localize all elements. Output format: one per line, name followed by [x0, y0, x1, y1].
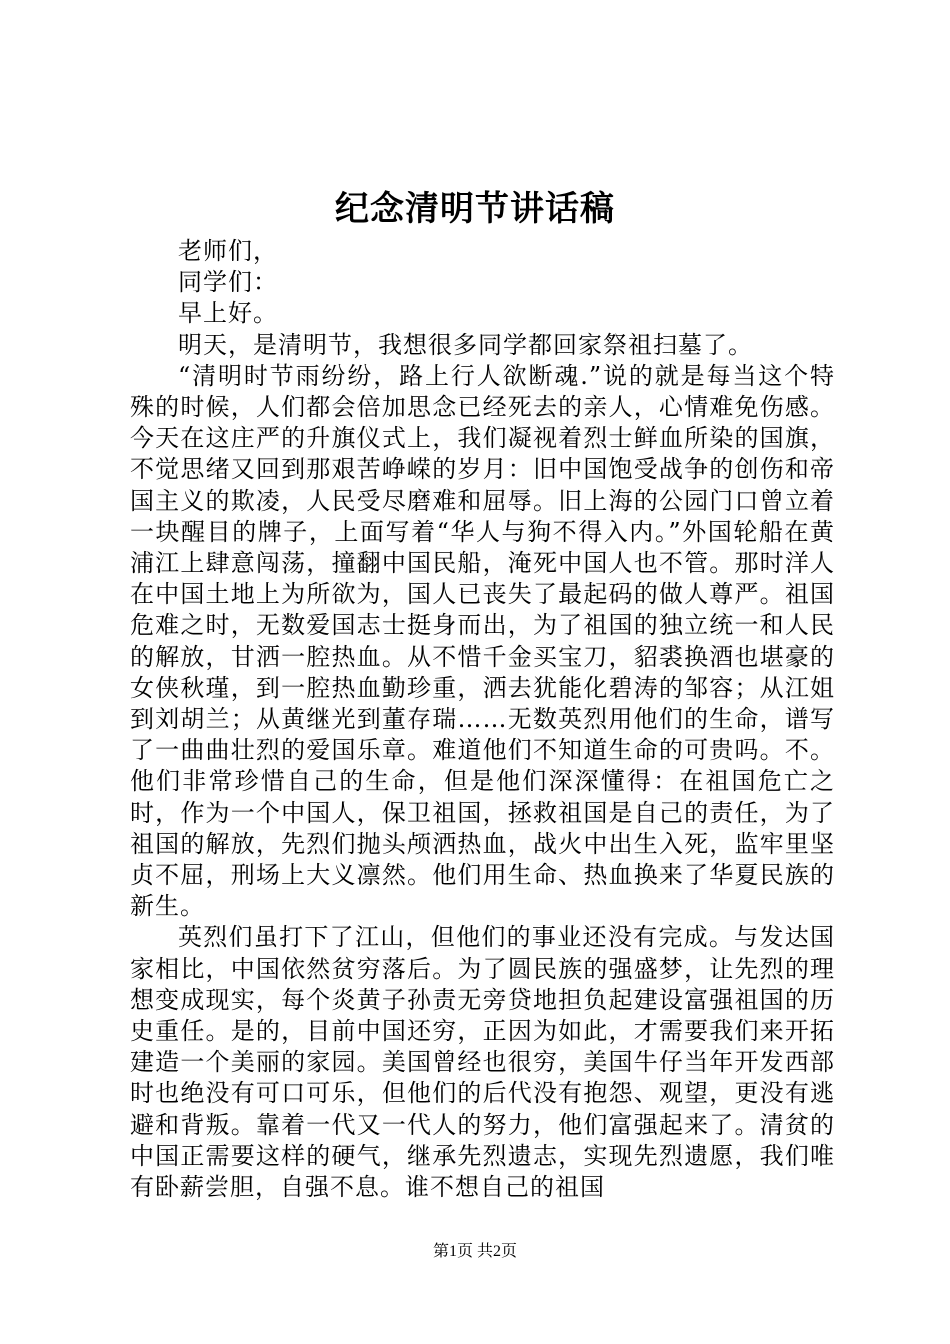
salutation-teachers: 老师们，: [178, 237, 278, 265]
salutation-students: 同学们：: [178, 268, 278, 297]
page-number-footer: 第1页 共2页: [432, 1243, 517, 1260]
paragraph-history: “清明时节雨纷纷，路上行人欲断魂.”说的就是每当这个特殊的时候，人们都会倍加思念已经死去的亲人，心情难免伤感。今天在这庄严的升旗仪式上，我们凝视着烈士鲜血所染的国旗，不觉思绪又回到那艰苦峥嵘的岁月：旧中国饱受战争的创伤和帝国主义的欺凌，人民受尽磨难和屈辱。旧上海的公园门口曾立着一块醒目的牌子，上面写着“华人与狗不得入内。”外国轮船在黄浦江上肆意闯荡，撞翻中国民船，淹死中国人也不管。那时洋人在中国土地上为所欲为，国人已丧失了最起码的做人尊严。祖国危难之时，无数爱国志士挺身而出，为了祖国的独立统一和人民的解放，甘洒一腔热血。从不惜千金买宝刀，貂裘换酒也堪豪的女侠秋瑾，到一腔热血勤珍重，洒去犹能化碧涛的邹容；从江姐到刘胡兰；从黄继光到董存瑞……无数英烈用他们的生命，谱写了一曲曲壮烈的爱国乐章。难道他们不知道生命的可贵吗。不。他们非常珍惜自己的生命，但是他们深深懂得：在祖国危亡之时，作为一个中国人，保卫祖国，拯救祖国是自己的责任，为了祖国的解放，先烈们抛头颅洒热血，战火中出生入死，监牢里坚贞不屈，刑场上大义凛然。他们用生命、热血换来了华夏民族的新生。: [130, 361, 835, 921]
document-title: 纪念清明节讲话稿: [335, 189, 615, 229]
greeting: 早上好。: [178, 299, 278, 328]
paragraph-intro: 明天，是清明节，我想很多同学都回家祭祖扫墓了。: [178, 330, 753, 359]
paragraph-future: 英烈们虽打下了江山，但他们的事业还没有完成。与发达国家相比，中国依然贫穷落后。为了圆民族的强盛梦，让先烈的理想变成现实，每个炎黄子孙责无旁贷地担负起建设富强祖国的历史重任。是的，目前中国还穷，正因为如此，才需要我们来开拓建造一个美丽的家园。美国曾经也很穷，美国牛仔当年开发西部时也绝没有可口可乐，但他们的后代没有抱怨、观望，更没有逃避和背叛。靠着一代又一代人的努力，他们富强起来了。清贫的中国正需要这样的硬气，继承先烈遗志，实现先烈遗愿，我们唯有卧薪尝胆，自强不息。谁不想自己的祖国: [130, 923, 835, 1202]
document-body: [130, 236, 835, 1203]
